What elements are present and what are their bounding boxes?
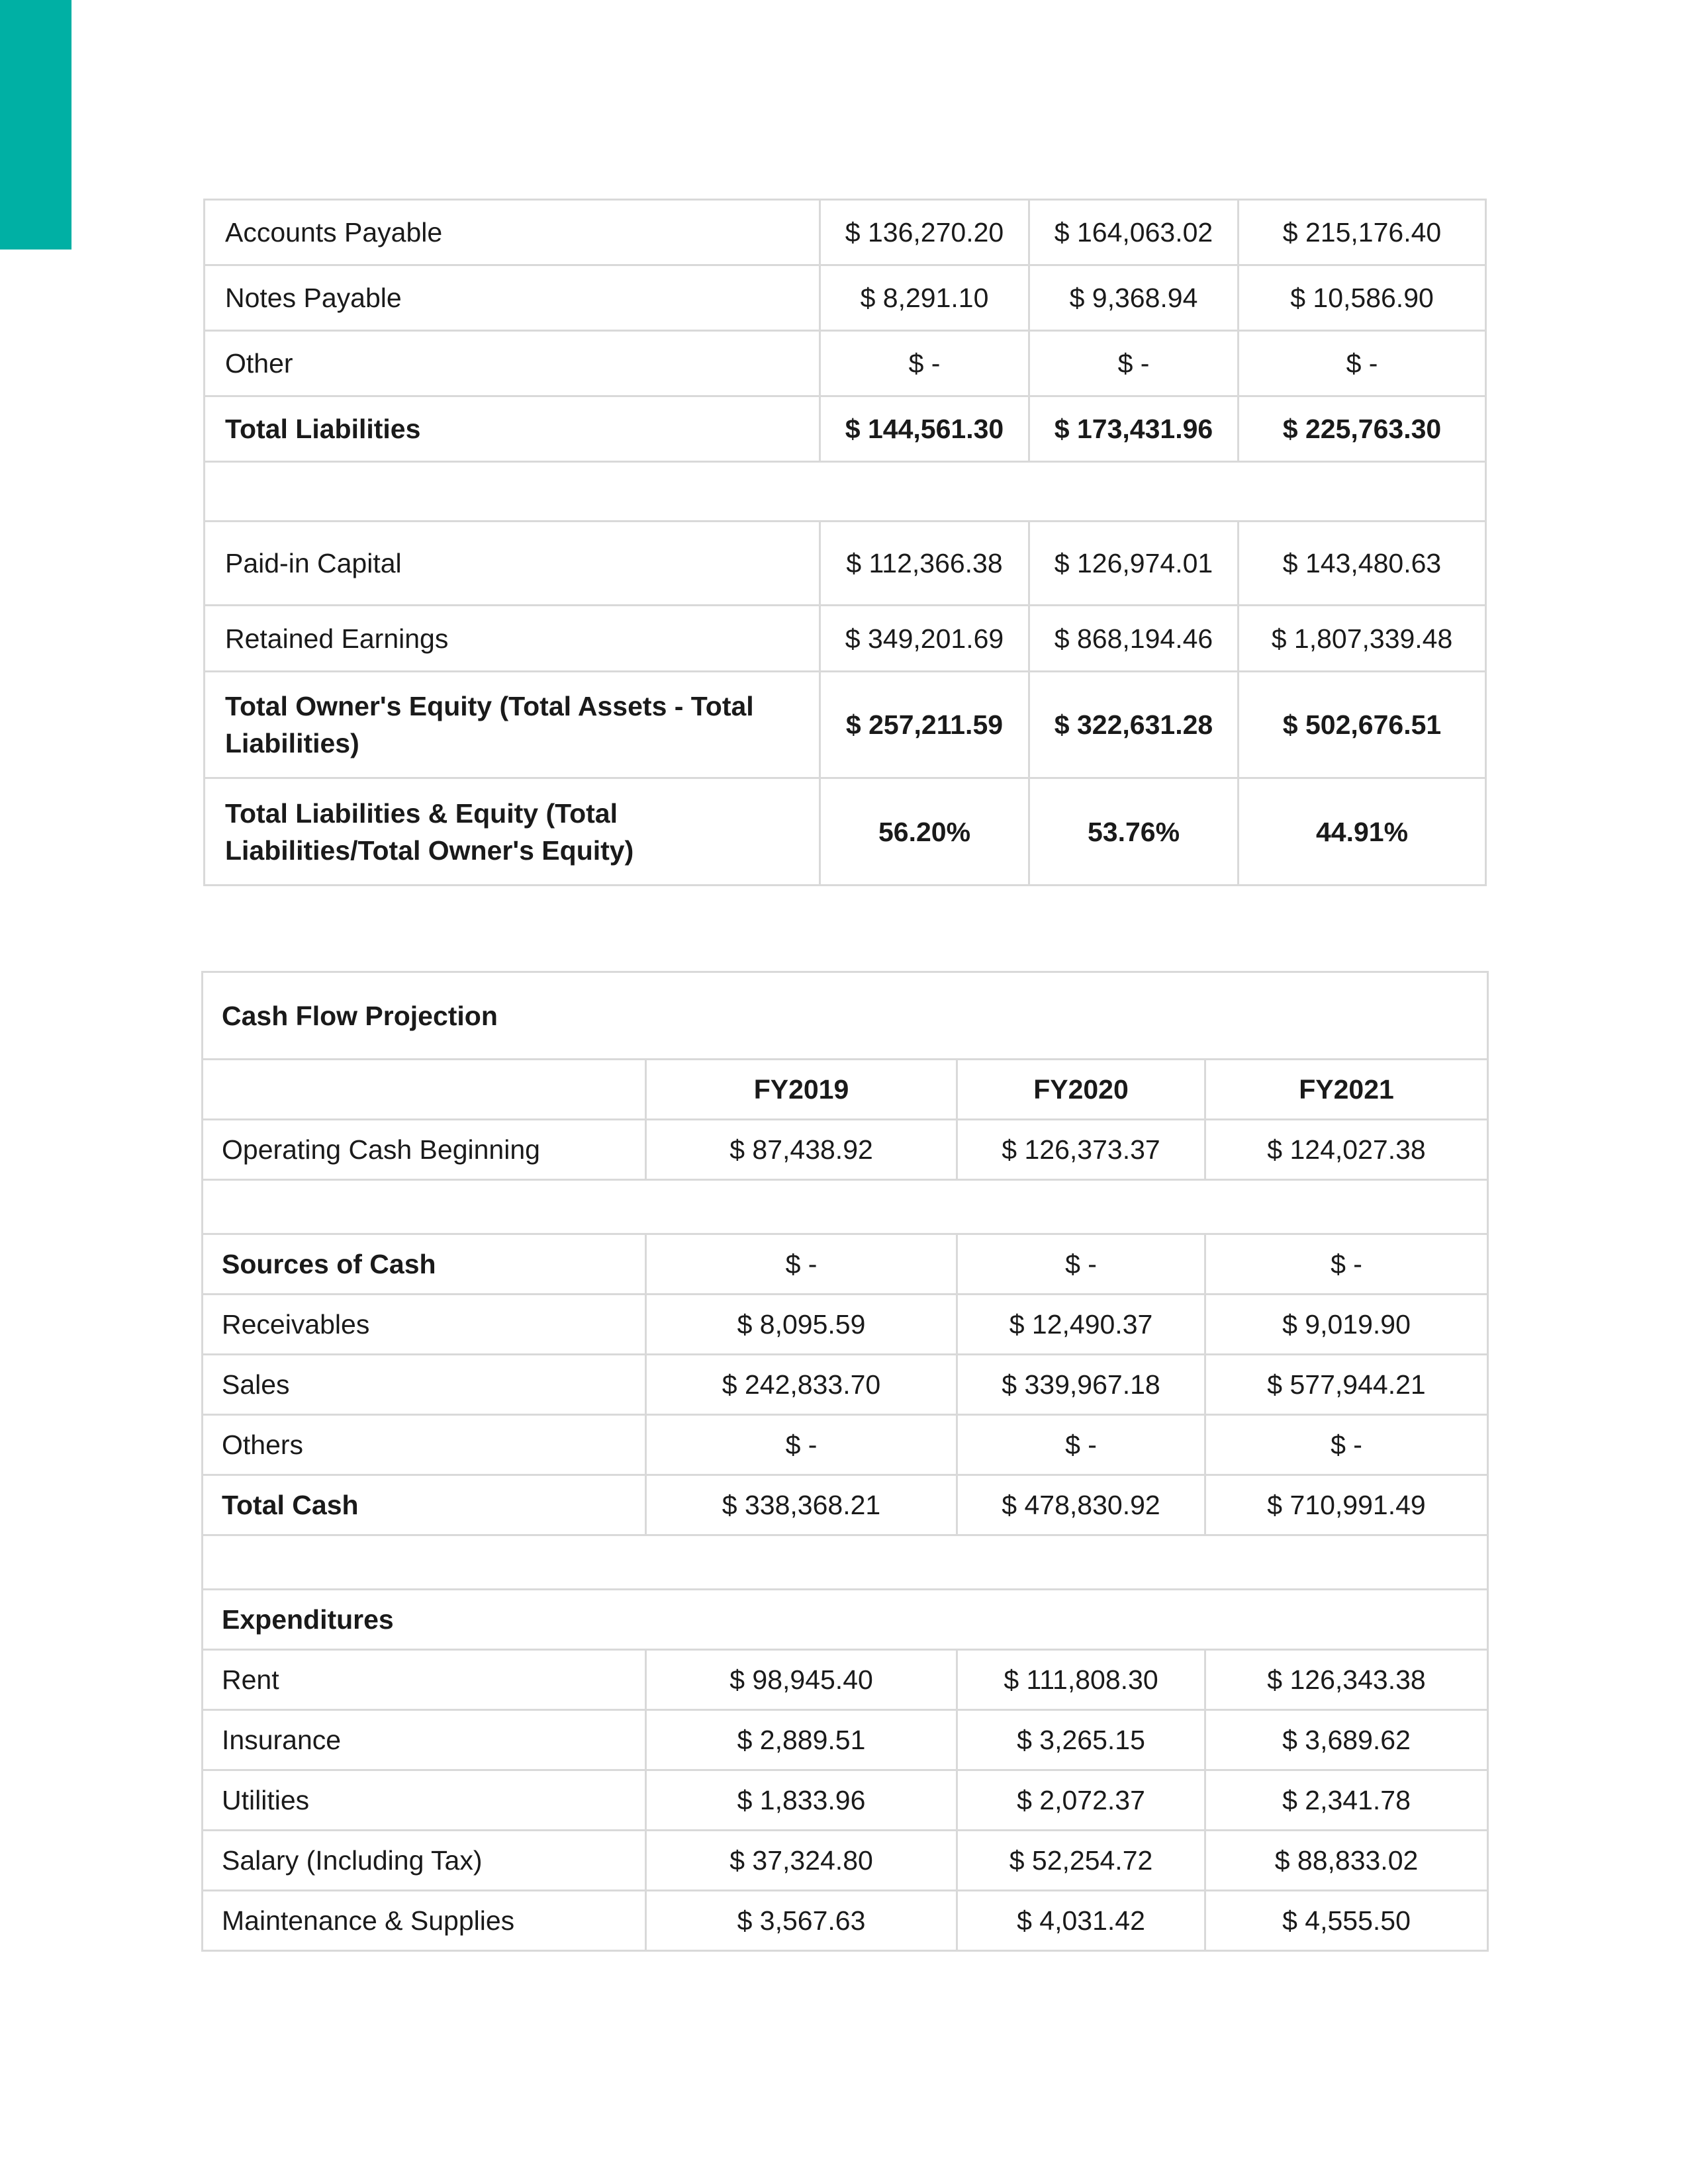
accent-bar (0, 0, 71, 250)
cell-value: $ 3,567.63 (646, 1891, 957, 1951)
cell-value: $ 9,019.90 (1205, 1295, 1488, 1355)
cell-value: $ - (646, 1415, 957, 1475)
column-header: FY2019 (646, 1060, 957, 1120)
row-label: Other (205, 331, 820, 396)
row-label: Sales (203, 1355, 646, 1415)
cell-value: $ 322,631.28 (1029, 672, 1239, 778)
table-title: Cash Flow Projection (203, 972, 1488, 1060)
cell-value: $ 143,480.63 (1239, 522, 1486, 606)
table-row (203, 1831, 1488, 1891)
header-blank (203, 1060, 646, 1120)
table-row (205, 331, 1486, 396)
table-row (205, 200, 1486, 265)
cell-value: $ 2,889.51 (646, 1710, 957, 1770)
cell-value: $ 3,265.15 (957, 1710, 1205, 1770)
cell-value: $ 111,808.30 (957, 1650, 1205, 1710)
cell-value: $ 9,368.94 (1029, 265, 1239, 331)
cell-value: $ 478,830.92 (957, 1475, 1205, 1535)
cell-value: $ 339,967.18 (957, 1355, 1205, 1415)
cell-value: $ - (1029, 331, 1239, 396)
cell-value: $ - (957, 1415, 1205, 1475)
table-title-row (203, 972, 1488, 1060)
cell-value: $ - (1239, 331, 1486, 396)
cell-value: $ 1,833.96 (646, 1770, 957, 1831)
row-label: Paid-in Capital (205, 522, 820, 606)
total-row (205, 396, 1486, 462)
cell-value: 44.91% (1239, 778, 1486, 886)
cell-value: 53.76% (1029, 778, 1239, 886)
row-label: Receivables (203, 1295, 646, 1355)
row-label: Utilities (203, 1770, 646, 1831)
cell-value: $ 144,561.30 (820, 396, 1029, 462)
row-label: Total Owner's Equity (Total Assets - Total Liabilities) (205, 672, 820, 778)
cell-value: $ 12,490.37 (957, 1295, 1205, 1355)
cell-value: $ 98,945.40 (646, 1650, 957, 1710)
cell-value: $ 87,438.92 (646, 1120, 957, 1180)
cell-value: $ 710,991.49 (1205, 1475, 1488, 1535)
cell-value: $ - (646, 1234, 957, 1295)
cell-value: $ 136,270.20 (820, 200, 1029, 265)
table-row (205, 606, 1486, 672)
cell-value: $ 112,366.38 (820, 522, 1029, 606)
row-label: Others (203, 1415, 646, 1475)
spacer-cell (203, 1535, 1488, 1590)
table-row (203, 1650, 1488, 1710)
row-label: Total Liabilities (205, 396, 820, 462)
row-label: Insurance (203, 1710, 646, 1770)
section-row (203, 1590, 1488, 1650)
cell-value: $ 8,291.10 (820, 265, 1029, 331)
row-label: Notes Payable (205, 265, 820, 331)
cell-value: $ 126,343.38 (1205, 1650, 1488, 1710)
cell-value: $ 88,833.02 (1205, 1831, 1488, 1891)
cash-flow-table (201, 971, 1489, 1952)
cell-value: $ 126,373.37 (957, 1120, 1205, 1180)
cell-value: $ 124,027.38 (1205, 1120, 1488, 1180)
table-row (203, 1770, 1488, 1831)
cell-value: $ 173,431.96 (1029, 396, 1239, 462)
cell-value: $ 126,974.01 (1029, 522, 1239, 606)
cell-value: $ 215,176.40 (1239, 200, 1486, 265)
table-row (203, 1120, 1488, 1180)
header-row (203, 1060, 1488, 1120)
row-label: Maintenance & Supplies (203, 1891, 646, 1951)
cell-value: $ 52,254.72 (957, 1831, 1205, 1891)
cell-value: $ 1,807,339.48 (1239, 606, 1486, 672)
row-label: Retained Earnings (205, 606, 820, 672)
cell-value: $ 4,031.42 (957, 1891, 1205, 1951)
section-label: Expenditures (203, 1590, 1488, 1650)
row-label: Total Liabilities & Equity (Total Liabilities/Total Owner's Equity) (205, 778, 820, 886)
cell-value: $ 338,368.21 (646, 1475, 957, 1535)
cell-value: $ 349,201.69 (820, 606, 1029, 672)
cell-value: $ 225,763.30 (1239, 396, 1486, 462)
total-row (203, 1475, 1488, 1535)
cell-value: $ 3,689.62 (1205, 1710, 1488, 1770)
cell-value: $ 8,095.59 (646, 1295, 957, 1355)
table-row (205, 522, 1486, 606)
total-row (205, 672, 1486, 778)
total-row (205, 778, 1486, 886)
table-row (203, 1415, 1488, 1475)
cell-value: $ 2,341.78 (1205, 1770, 1488, 1831)
cell-value: $ 242,833.70 (646, 1355, 957, 1415)
cell-value: $ 502,676.51 (1239, 672, 1486, 778)
section-row (203, 1234, 1488, 1295)
cell-value: $ 10,586.90 (1239, 265, 1486, 331)
spacer-row (203, 1180, 1488, 1234)
cell-value: 56.20% (820, 778, 1029, 886)
row-label: Salary (Including Tax) (203, 1831, 646, 1891)
cell-value: $ 164,063.02 (1029, 200, 1239, 265)
cell-value: $ 868,194.46 (1029, 606, 1239, 672)
row-label: Sources of Cash (203, 1234, 646, 1295)
cell-value: $ - (957, 1234, 1205, 1295)
cell-value: $ - (1205, 1234, 1488, 1295)
cell-value: $ 37,324.80 (646, 1831, 957, 1891)
spacer-row (203, 1535, 1488, 1590)
spacer-cell (203, 1180, 1488, 1234)
cell-value: $ - (1205, 1415, 1488, 1475)
row-label: Operating Cash Beginning (203, 1120, 646, 1180)
cell-value: $ 2,072.37 (957, 1770, 1205, 1831)
table-row (203, 1295, 1488, 1355)
cell-value: $ 577,944.21 (1205, 1355, 1488, 1415)
column-header: FY2021 (1205, 1060, 1488, 1120)
cell-value: $ - (820, 331, 1029, 396)
table-row (203, 1891, 1488, 1951)
table-row (205, 265, 1486, 331)
liabilities-equity-table (203, 199, 1487, 886)
spacer-cell (205, 462, 1486, 522)
column-header: FY2020 (957, 1060, 1205, 1120)
cell-value: $ 257,211.59 (820, 672, 1029, 778)
spacer-row (205, 462, 1486, 522)
table-row (203, 1710, 1488, 1770)
row-label: Total Cash (203, 1475, 646, 1535)
row-label: Rent (203, 1650, 646, 1710)
table-row (203, 1355, 1488, 1415)
cell-value: $ 4,555.50 (1205, 1891, 1488, 1951)
row-label: Accounts Payable (205, 200, 820, 265)
